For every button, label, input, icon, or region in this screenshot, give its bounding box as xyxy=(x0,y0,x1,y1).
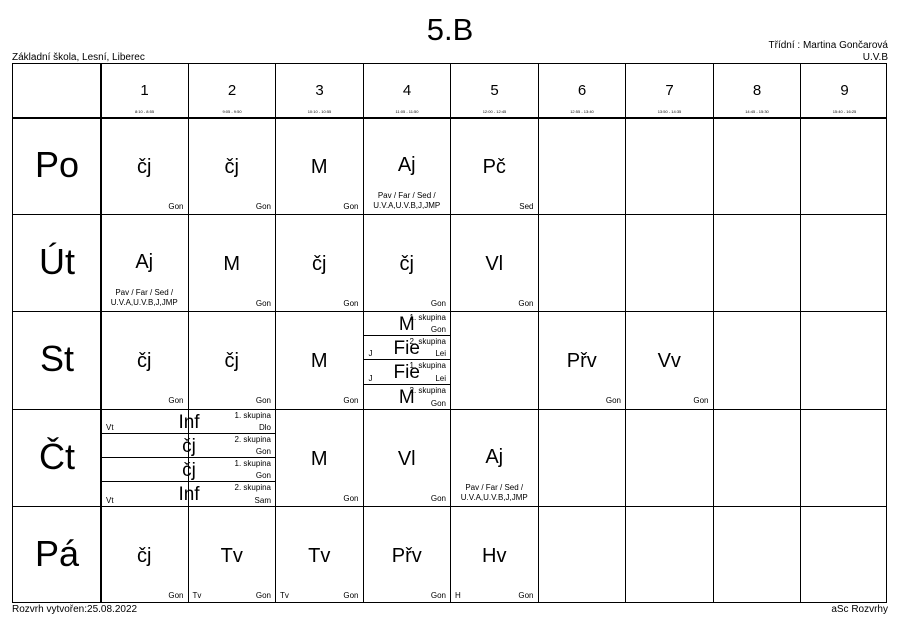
split-lesson xyxy=(101,410,275,506)
lesson-cell[interactable] xyxy=(364,312,451,408)
lesson-subject: Přv xyxy=(566,350,597,373)
lesson-cell[interactable] xyxy=(451,118,538,214)
period-number: 4 xyxy=(402,82,412,99)
lesson-teacher: Gon xyxy=(255,396,271,406)
group-lesson[interactable] xyxy=(101,482,275,506)
lesson-room: J xyxy=(368,373,373,383)
lesson-teacher: Gon xyxy=(430,299,446,309)
lesson-room: Tv xyxy=(280,590,289,600)
lesson-groups: Pav / Far / Sed / U.V.A,U.V.B,J,JMP xyxy=(460,482,528,502)
lesson-subject: Pč xyxy=(482,156,506,178)
lesson-cell[interactable] xyxy=(276,507,363,603)
lesson-subject: Aj xyxy=(485,445,504,468)
lesson-subject: M xyxy=(310,447,328,470)
lesson-teacher: Gon xyxy=(343,202,359,211)
lesson-subject: čj xyxy=(137,544,152,567)
day-label: Po xyxy=(34,144,80,185)
lesson-teacher: Gon xyxy=(255,590,271,600)
lesson-teacher: Gon xyxy=(255,446,271,456)
lesson-subject: čj xyxy=(182,459,196,481)
lesson-subject: čj xyxy=(224,156,239,178)
lesson-groups: Pav / Far / Sed / U.V.A,U.V.B,J,JMP xyxy=(110,288,178,308)
period-time: 12:00 - 12:45 xyxy=(482,109,507,114)
lesson-cell[interactable] xyxy=(189,118,276,214)
group-lesson[interactable] xyxy=(101,458,275,482)
period-number: 8 xyxy=(752,82,762,99)
period-number: 2 xyxy=(227,82,237,99)
created-date: Rozvrh vytvořen:25.08.2022 xyxy=(12,604,138,615)
period-number: 3 xyxy=(315,82,324,99)
lesson-group: 2. skupina xyxy=(234,482,271,492)
lesson-cell[interactable] xyxy=(451,215,538,311)
lesson-room: Vt xyxy=(106,422,114,432)
lesson-teacher: Gon xyxy=(518,590,534,600)
class-code: U.V.B xyxy=(862,52,888,63)
day-label: St xyxy=(39,338,74,380)
lesson-cell[interactable] xyxy=(451,410,538,506)
lesson-room: H xyxy=(455,590,461,600)
group-lesson[interactable] xyxy=(364,385,451,409)
lesson-cell[interactable] xyxy=(189,312,276,408)
lesson-subject: Inf xyxy=(178,483,200,505)
class-teacher-label: Třídní : Martina Gončarová xyxy=(768,40,888,51)
lesson-teacher: Gon xyxy=(343,396,359,406)
lesson-group: 2. skupina xyxy=(234,434,271,444)
group-lesson[interactable] xyxy=(101,410,275,434)
period-time: 13:50 - 14:35 xyxy=(657,109,682,114)
lesson-subject: Fie xyxy=(393,338,420,360)
lesson-subject: Hv xyxy=(482,544,507,567)
period-number: 1 xyxy=(140,82,149,99)
lesson-subject: M xyxy=(398,314,415,336)
lesson-subject: M xyxy=(223,253,241,276)
group-lesson[interactable] xyxy=(364,336,451,360)
lesson-group: 2. skupina xyxy=(409,337,446,347)
lesson-subject: čj xyxy=(224,350,239,373)
period-number: 5 xyxy=(490,82,499,99)
day-label: Út xyxy=(39,241,75,283)
lesson-subject: Tv xyxy=(220,544,243,567)
lesson-cell[interactable] xyxy=(101,507,188,603)
lesson-teacher: Gon xyxy=(343,590,359,600)
lesson-subject: Vv xyxy=(657,350,681,373)
lesson-teacher: Gon xyxy=(430,398,446,408)
lesson-cell[interactable] xyxy=(276,118,363,214)
group-lesson[interactable] xyxy=(101,434,275,458)
lesson-teacher: Gon xyxy=(255,470,271,480)
lesson-teacher: Gon xyxy=(168,202,184,211)
day-label: Čt xyxy=(39,435,75,477)
lesson-cell[interactable] xyxy=(539,312,626,408)
lesson-cell[interactable] xyxy=(364,410,451,506)
lesson-teacher: Gon xyxy=(518,299,534,309)
lesson-group: 1. skupina xyxy=(409,313,446,323)
lesson-teacher: Gon xyxy=(255,202,271,211)
lesson-cell[interactable] xyxy=(189,507,276,603)
lesson-subject: Přv xyxy=(391,544,422,567)
lesson-cell[interactable] xyxy=(101,312,188,408)
period-time: 15:40 - 16:25 xyxy=(832,109,857,114)
lesson-group: 1. skupina xyxy=(234,458,271,468)
period-time: 11:05 - 11:50 xyxy=(395,109,419,114)
lesson-cell[interactable] xyxy=(276,215,363,311)
brand-label: aSc Rozvrhy xyxy=(831,604,888,615)
lesson-subject: Aj xyxy=(397,154,416,176)
lesson-cell[interactable] xyxy=(364,507,451,603)
lesson-cell[interactable] xyxy=(364,215,451,311)
period-number: 9 xyxy=(840,82,849,99)
page-title: 5.B xyxy=(426,12,474,47)
lesson-subject: Aj xyxy=(135,251,154,274)
group-lesson[interactable] xyxy=(364,360,451,384)
lesson-subject: Vl xyxy=(485,253,504,276)
lesson-teacher: Gon xyxy=(168,590,184,600)
lesson-groups: Pav / Far / Sed / U.V.A,U.V.B,J,JMP xyxy=(373,191,441,210)
lesson-room: J xyxy=(368,349,373,359)
lesson-teacher: Sed xyxy=(519,202,534,211)
lesson-group: 1. skupina xyxy=(409,361,446,371)
lesson-cell[interactable] xyxy=(101,410,275,506)
lesson-subject: čj xyxy=(137,156,152,178)
lesson-teacher: Dlo xyxy=(258,422,271,432)
lesson-subject: Tv xyxy=(308,544,331,567)
lesson-teacher: Sam xyxy=(254,495,271,505)
column-divider xyxy=(713,64,714,602)
period-time: 14:45 - 15:30 xyxy=(745,109,769,114)
lesson-teacher: Gon xyxy=(255,299,271,309)
group-lesson[interactable] xyxy=(364,312,451,336)
day-label: Pá xyxy=(34,532,80,574)
lesson-room: Vt xyxy=(106,495,114,505)
period-time: 12:55 - 13:40 xyxy=(570,109,594,114)
lesson-cell[interactable] xyxy=(101,215,188,311)
lesson-teacher: Gon xyxy=(605,396,621,406)
lesson-group: 1. skupina xyxy=(234,410,271,420)
lesson-teacher: Gon xyxy=(430,590,446,600)
lesson-cell[interactable] xyxy=(189,215,276,311)
lesson-subject: čj xyxy=(137,350,152,373)
lesson-cell[interactable] xyxy=(626,312,713,408)
period-number: 6 xyxy=(577,82,587,99)
lesson-teacher: Lei xyxy=(435,349,446,359)
lesson-teacher: Gon xyxy=(693,396,709,406)
lesson-subject: Fie xyxy=(393,362,420,384)
lesson-teacher: Gon xyxy=(430,325,446,335)
period-time: 8:10 - 8:55 xyxy=(134,109,155,114)
column-divider xyxy=(800,64,801,602)
lesson-cell[interactable] xyxy=(276,410,363,506)
lesson-teacher: Gon xyxy=(430,493,446,503)
lesson-subject: Inf xyxy=(178,411,200,433)
lesson-subject: M xyxy=(310,156,328,178)
lesson-subject: čj xyxy=(312,253,327,276)
lesson-teacher: Gon xyxy=(168,396,184,406)
lesson-cell[interactable] xyxy=(276,312,363,408)
lesson-teacher: Lei xyxy=(435,373,446,383)
lesson-group: 2. skupina xyxy=(409,385,446,395)
lesson-subject: čj xyxy=(182,435,196,457)
lesson-subject: M xyxy=(398,386,415,408)
timetable-grid xyxy=(12,63,887,603)
school-name: Základní škola, Lesní, Liberec xyxy=(12,52,145,63)
class-teacher xyxy=(769,40,889,64)
lesson-cell[interactable] xyxy=(364,118,451,214)
lesson-cell[interactable] xyxy=(451,507,538,603)
period-time: 9:05 - 9:50 xyxy=(222,109,242,114)
lesson-cell[interactable] xyxy=(101,118,188,214)
split-lesson xyxy=(364,312,451,408)
lesson-subject: M xyxy=(310,350,328,373)
lesson-teacher: Gon xyxy=(343,493,359,503)
lesson-subject: čj xyxy=(399,253,414,276)
period-time: 10:10 - 10:55 xyxy=(307,109,332,114)
lesson-subject: Vl xyxy=(397,447,416,470)
period-number: 7 xyxy=(665,82,674,99)
lesson-room: Tv xyxy=(192,590,202,600)
lesson-teacher: Gon xyxy=(343,299,359,309)
